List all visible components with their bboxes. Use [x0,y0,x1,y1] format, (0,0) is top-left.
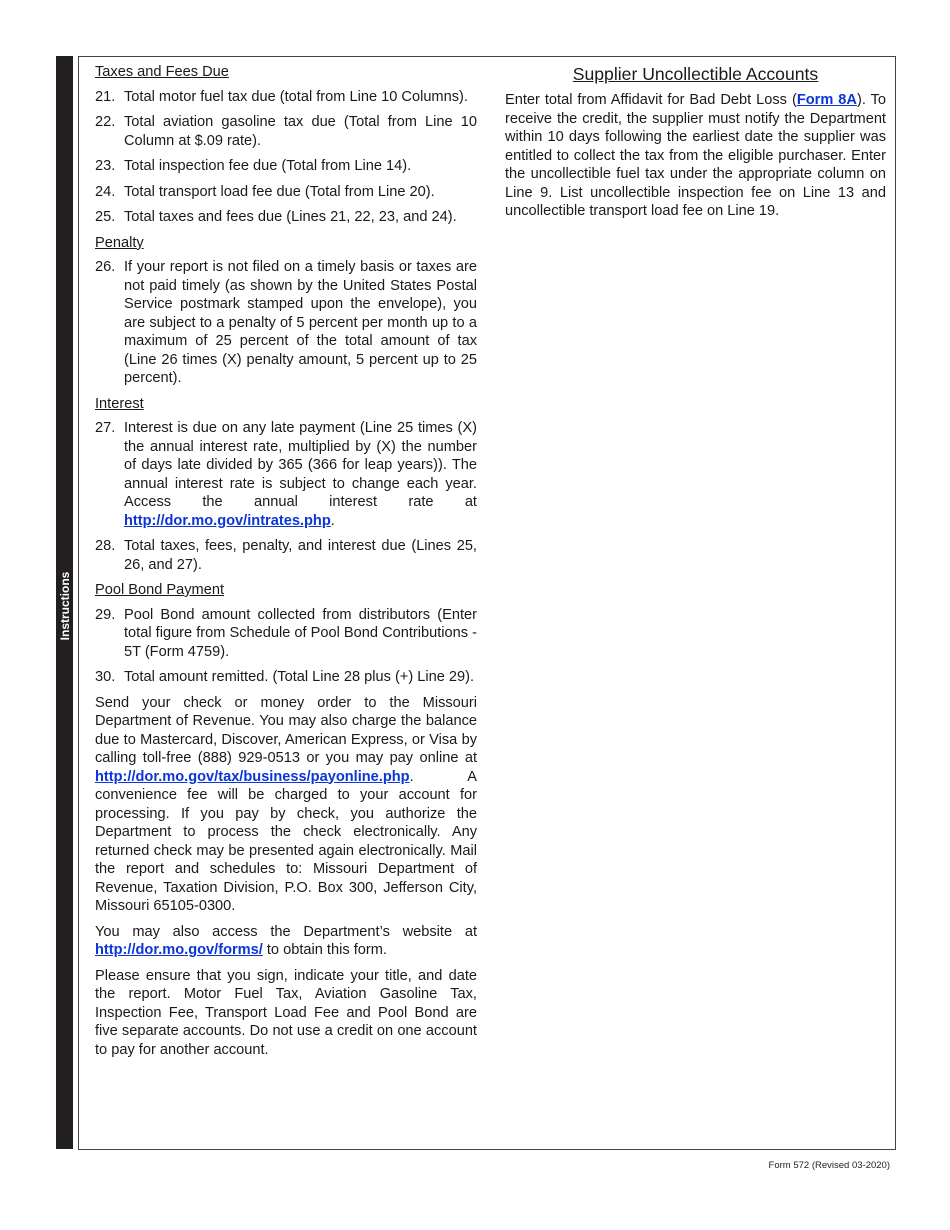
item-text: Total amount remitted. (Total Line 28 plus (+) Line 29). [124,669,475,685]
penalty-heading: Penalty [95,234,144,251]
supplier-uncollectible-heading: Supplier Uncollectible Accounts [572,64,819,84]
item-text: Total taxes and fees due (Lines 21, 22, 23, and 24). [124,209,457,225]
item-text: Total inspection fee due (Total from Line 14). [124,158,412,174]
interest-rate-link[interactable]: http://dor.mo.gov/intrates.php [124,512,331,529]
list-item [95,208,477,227]
paragraph-text: You may also access the Department’s website at [95,923,477,940]
item-text [124,419,477,530]
item-text: Total transport load fee due (Total from Line 20). [124,183,435,200]
list-item [95,537,477,574]
item-text-part: Interest is due on any late payment (Line 25 times (X) the annual interest rate, multiplied by (X) the number of days late divided by 365 (366 for leap years)). The annual interest rate is subject to change each year. Access the annual interest rate at [124,420,477,510]
list-item [95,113,477,150]
item-number: 21. [95,88,116,105]
item-number: 29. [95,606,116,623]
sign-paragraph: Please ensure that you sign, indicate your title, and date the report. Motor Fuel Tax, Aviation Gasoline Tax, Inspection Fee, Transport Load Fee and Pool Bond are five separate accounts. Do not use a credit on one account to pay for another account. [95,967,477,1058]
item-number: 22. [95,114,116,130]
item-text: Total taxes, fees, penalty, and interest due (Lines 25, 26, and 27). [124,538,477,573]
right-column [505,63,886,228]
pay-online-link[interactable]: http://dor.mo.gov/tax/business/payonline.php [95,768,410,785]
list-item [95,88,477,107]
item-text: Pool Bond amount collected from distributors (Enter total figure from Schedule of Pool Bond Contributions - 5T (Form 4759). [124,606,477,660]
item-text-part: . [330,512,335,529]
paragraph-text: Send your check or money order to the Missouri Department of Revenue. You may also charge the balance due to Mastercard, Discover, American Express, or Visa by calling toll-free (888) 929-0513 or you may pay online at [95,694,477,766]
item-number: 25. [95,209,116,225]
item-text: If your report is not filed on a timely basis or taxes are not paid timely (as shown by the United States Postal Service postmark stamped upon the envelope), you are subject to a penalty of 5 percent per month up to a maximum of 25 percent of the total amount of tax (Line 26 times (X) penalty amount, 5 percent up to 25 percent). [124,259,477,386]
paragraph-text: ). To receive the credit, the supplier must notify the Department within 10 days following the earliest date the supplier was entitled to collect the tax from the eligible purchaser. Enter the uncollectible fuel tax under the appropriate column on Line 9. List uncollectible inspection fee on Line 13 and uncollectible transport load fee on Line 19. [505,92,886,219]
item-number: 23. [95,158,116,174]
sidebar-label: Instructions [58,571,72,641]
item-text: Total aviation gasoline tax due (Total from Line 10 Column at $.09 rate). [124,114,477,149]
supplier-paragraph [505,91,886,221]
item-number: 24. [95,183,116,200]
left-column [95,63,477,1066]
payment-paragraph [95,694,477,916]
list-item [95,606,477,662]
interest-heading: Interest [95,395,144,412]
paragraph-text: . A convenience fee will be charged to your account for processing. If you pay by check, you authorize the Department to process the check electronically. Any returned check may be presented again electronically. Mail the report and schedules to: Missouri Department of Revenue, Taxation Division, P.O. Box 300, Jefferson City, Missouri 65105-0300. [95,768,477,914]
list-item [95,668,477,687]
item-number: 28. [95,538,116,554]
item-number: 30. [95,669,116,685]
form-footer: Form 572 (Revised 03-2020) [768,1160,890,1171]
paragraph-text: Enter total from Affidavit for Bad Debt Loss ( [505,92,797,108]
pool-bond-heading: Pool Bond Payment [95,582,224,598]
item-number: 27. [95,420,116,436]
taxes-fees-heading: Taxes and Fees Due [95,64,229,80]
list-item [95,157,477,176]
website-paragraph [95,923,477,960]
item-number: 26. [95,259,116,275]
forms-link[interactable]: http://dor.mo.gov/forms/ [95,942,263,958]
list-item [95,419,477,530]
list-item [95,183,477,202]
item-text: Total motor fuel tax due (total from Line 10 Columns). [124,88,468,105]
form-8a-link[interactable]: Form 8A [796,92,857,108]
paragraph-text: to obtain this form. [262,942,387,958]
list-item [95,258,477,388]
